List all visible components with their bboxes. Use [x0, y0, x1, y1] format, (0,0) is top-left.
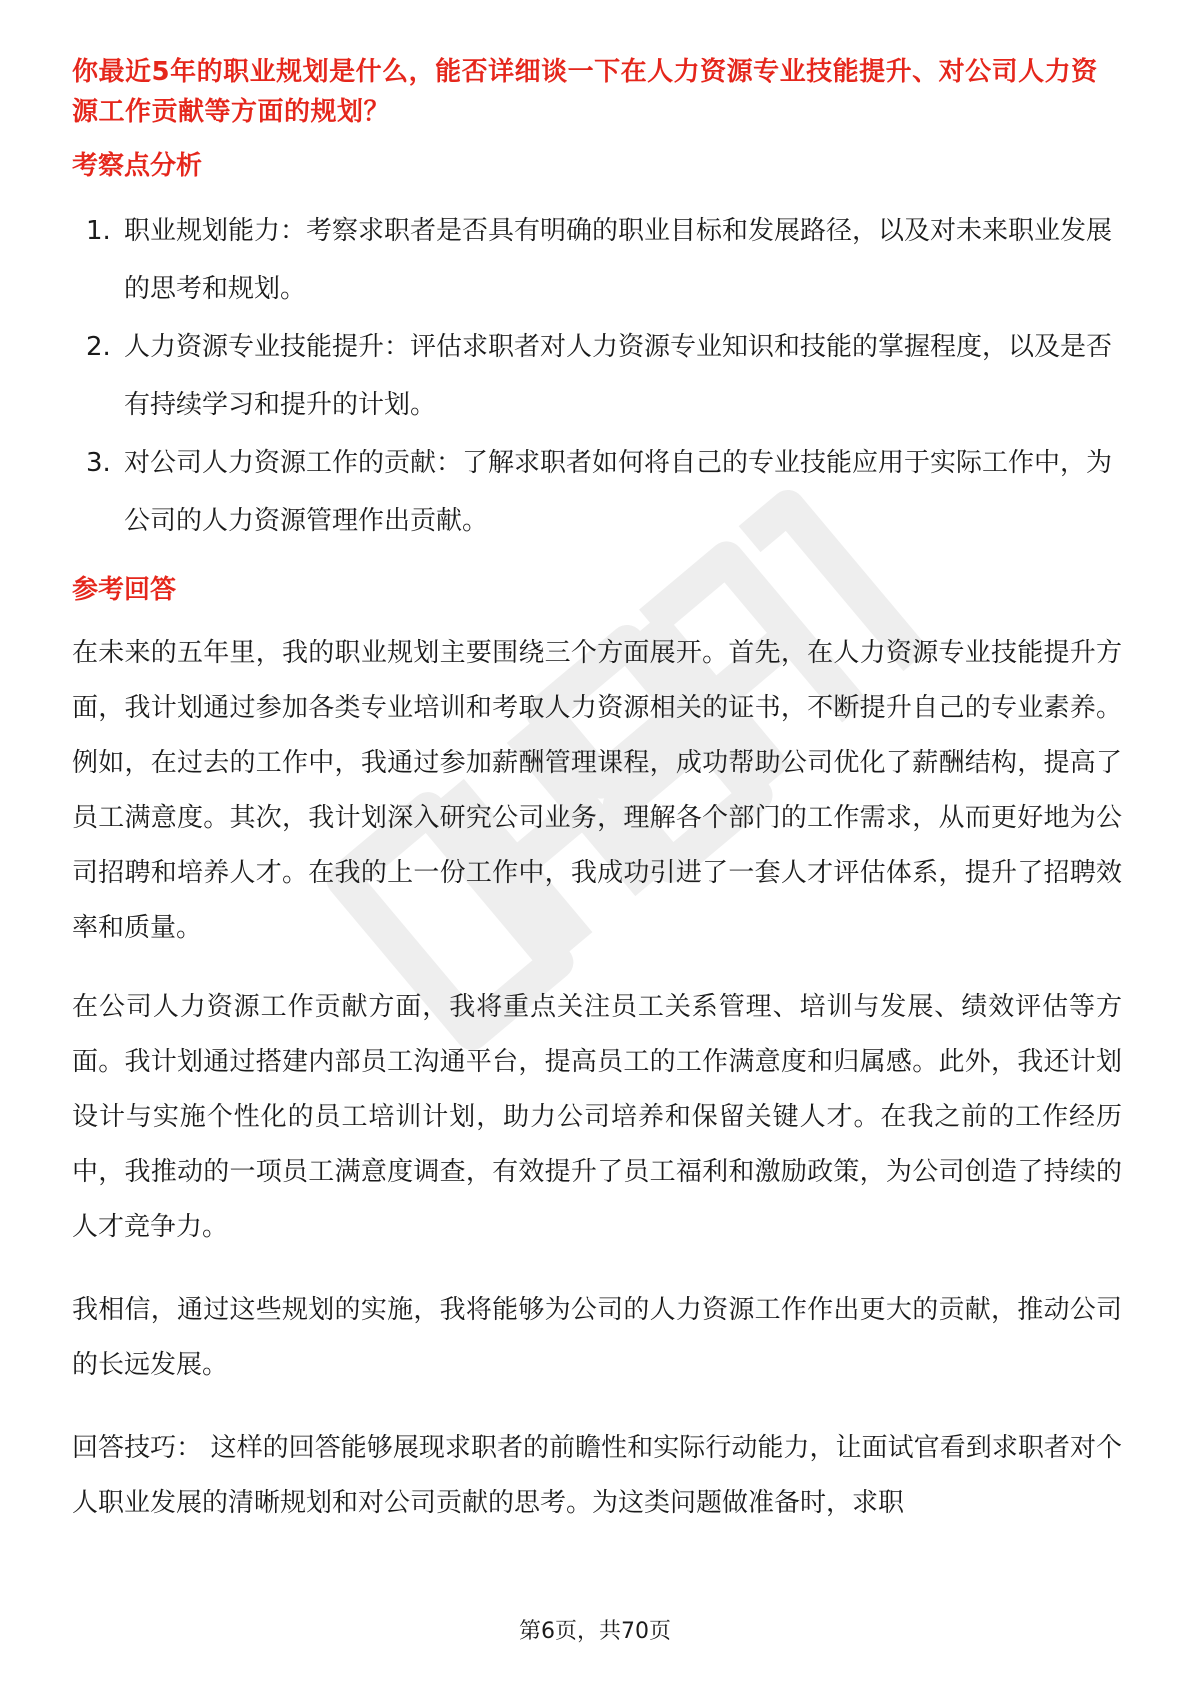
answer-paragraph: 在公司人力资源工作贡献方面，我将重点关注员工关系管理、培训与发展、绩效评估等方面。我计划通过搭建内部员工沟通平台，提高员工的工作满意度和归属感。此外，我还计划设计与实施个性化的员工培训计划，助力公司培养和保留关键人才。在我之前的工作经历中，我推动的一项员工满意度调查，有效提升了员工福利和激励政策，为公司创造了持续的人才竞争力。 — [72, 992, 1122, 1242]
list-item — [72, 318, 1122, 434]
list-item — [72, 202, 1122, 318]
answer-paragraph: 在未来的五年里，我的职业规划主要围绕三个方面展开。首先，在人力资源专业技能提升方面，我计划通过参加各类专业培训和考取人力资源相关的证书，不断提升自己的专业素养。例如，在过去的工作中，我通过参加薪酬管理课程，成功帮助公司优化了薪酬结构，提高了员工满意度。其次，我计划深入研究公司业务，理解各个部门的工作需求，从而更好地为公司招聘和培养人才。在我的上一份工作中，我成功引进了一套人才评估体系，提升了招聘效率和质量。 — [72, 638, 1122, 943]
answer-section-title: 参考回答 — [72, 575, 177, 605]
list-item-text: 对公司人力资源工作的贡献：了解求职者如何将自己的专业技能应用于实际工作中，为公司的人力资源管理作出贡献。 — [124, 448, 1113, 536]
list-item-number: 1. — [86, 216, 111, 246]
list-item-text: 职业规划能力：考察求职者是否具有明确的职业目标和发展路径，以及对未来职业发展的思考和规划。 — [124, 216, 1113, 304]
analysis-section-title: 考察点分析 — [72, 151, 203, 181]
analysis-list — [72, 202, 1122, 550]
list-item-number: 3. — [86, 448, 111, 478]
page-content — [72, 52, 1122, 1531]
list-item — [72, 434, 1122, 550]
list-item-number: 2. — [86, 332, 111, 362]
page-number-footer: 第6页，共70页 — [519, 1619, 671, 1644]
answer-tips-paragraph: 回答技巧： 这样的回答能够展现求职者的前瞻性和实际行动能力，让面试官看到求职者对个人职业发展的清晰规划和对公司贡献的思考。为这类问题做准备时，求职 — [72, 1433, 1122, 1518]
list-item-text: 人力资源专业技能提升：评估求职者对人力资源专业知识和技能的掌握程度，以及是否有持续学习和提升的计划。 — [124, 332, 1113, 420]
question-heading: 你最近5年的职业规划是什么，能否详细谈一下在人力资源专业技能提升、对公司人力资源工作贡献等方面的规划？ — [72, 57, 1098, 127]
answer-paragraph: 我相信，通过这些规划的实施，我将能够为公司的人力资源工作作出更大的贡献，推动公司的长远发展。 — [72, 1295, 1122, 1380]
